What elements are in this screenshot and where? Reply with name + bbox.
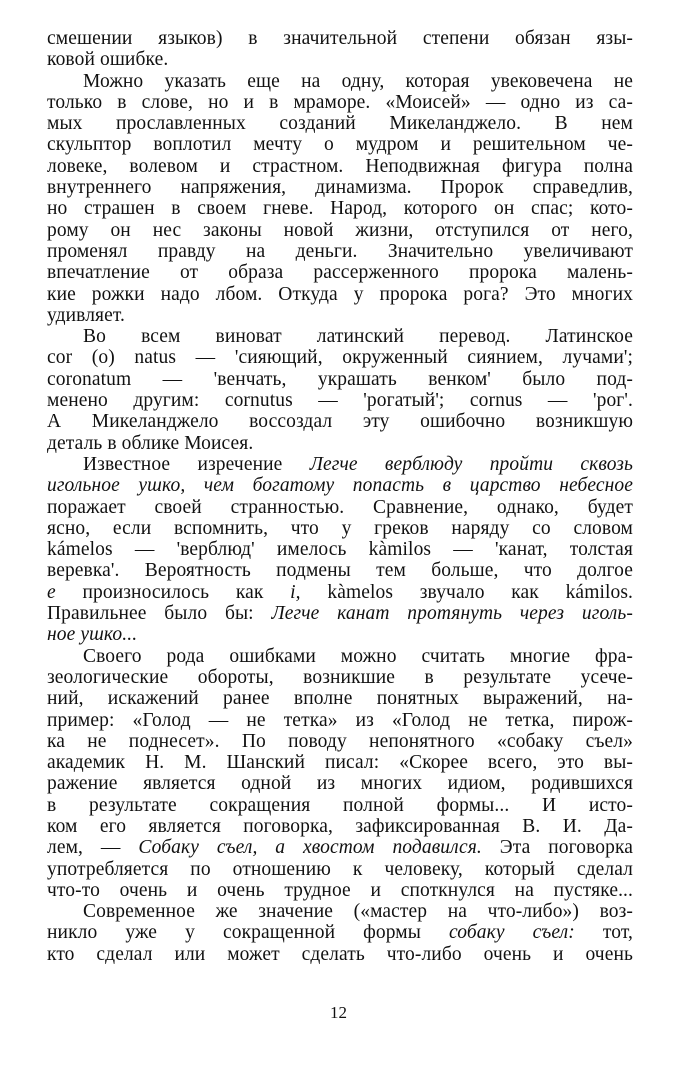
text-line: деталь в облике Моисея.: [47, 432, 254, 454]
text-line: ясно, если вспомнить, что у греков наряду со словом: [47, 517, 633, 539]
text-line: ловеке, волевом и страстном. Неподвижная фигура полна: [47, 155, 633, 177]
text-line: зеологические обороты, возникшие в результате усече-: [47, 666, 633, 688]
paragraph: [47, 901, 633, 965]
text-line: академик Н. М. Шанский писал: «Скорее всего, это вы-: [47, 752, 633, 774]
text-line: внутреннего напряжения, динамизма. Пророк справедлив,: [47, 177, 633, 199]
paragraph: [47, 646, 633, 902]
text-line: менено другим: cornutus — 'рогатый'; cornus — 'рог'.: [47, 390, 633, 412]
text-line: променял правду на деньги. Значительно увеличивают: [47, 240, 633, 262]
text-line: [47, 603, 633, 624]
text-line: поражает своей странностью. Сравнение, однако, будет: [47, 496, 633, 518]
page-number: 12: [330, 1003, 347, 1022]
italic-letter: e: [47, 581, 56, 603]
italic-quote: Собаку съел, а хвостом подавился.: [138, 837, 482, 859]
text-line: употребляется по отношению к человеку, который сделал: [47, 858, 633, 880]
text-line: рому он нес законы новой жизни, отступился от него,: [47, 219, 633, 241]
text-line: cor (o) natus — 'сияющий, окруженный сиянием, лучами';: [47, 347, 633, 369]
italic-quote: Легче верблюду пройти сквозь: [309, 453, 633, 475]
text-line: но страшен в своем гневе. Народ, которого он спас; кото-: [47, 198, 633, 220]
text-line: смешении языков) в значительной степени обязан язы-: [47, 28, 633, 49]
text-line: [47, 475, 633, 496]
text-line: впечатление от образа рассерженного пророка малень-: [47, 262, 633, 284]
text-line: Современное же значение («мастер на что-либо») воз-: [83, 901, 633, 923]
text-line: ка не поднесет». По поводу непонятного «собаку съел»: [47, 730, 633, 752]
text-run: Эта поговорка: [481, 837, 633, 859]
text-line: в результате сокращения полной формы... И исто-: [47, 794, 633, 816]
text-run: Известное изречение: [83, 453, 310, 475]
paragraph: [47, 454, 633, 646]
italic-letter: i,: [290, 581, 301, 603]
text-line: [47, 582, 633, 603]
text-run: произносилось как: [55, 581, 291, 603]
text-line: [47, 624, 633, 645]
text-line: что-то очень и очень трудное и споткнулся на пустяке...: [47, 879, 633, 901]
text-line: Своего рода ошибками можно считать многие фра-: [83, 645, 633, 667]
text-run: тот,: [574, 922, 633, 944]
paragraph: [47, 326, 633, 454]
text-line: [47, 454, 633, 475]
text-run: лем, —: [47, 837, 139, 859]
book-page-text: [47, 28, 633, 965]
text-line: кто сделал или может сделать что-либо очень и очень: [47, 943, 633, 965]
italic-quote: Легче канат протянуть через иголь-: [271, 603, 633, 625]
text-line: kámelos — 'верблюд' имелось kàmilos — 'канат, толстая: [47, 539, 633, 561]
text-line: веревка'. Вероятность подмены тем больше, что долгое: [47, 560, 633, 582]
text-line: [47, 922, 633, 943]
text-line: ний, искажений ранее вполне понятных выражений, на-: [47, 688, 633, 710]
text-line: coronatum — 'венчать, украшать венком' было под-: [47, 368, 633, 390]
text-run: Правильнее было бы:: [47, 603, 272, 625]
text-line: А Микеланджело воссоздал эту ошибочно возникшую: [47, 411, 633, 433]
text-line: только в слове, но и в мраморе. «Моисей» — одно из са-: [47, 91, 633, 113]
text-line: кие рожки надо лбом. Откуда у пророка рога? Это многих: [47, 283, 633, 305]
text-run: kàmelos звучало как kámilos.: [300, 581, 634, 603]
text-line: мых прославленных созданий Микеланджело. В нем: [47, 113, 633, 135]
text-line: [47, 837, 633, 858]
paragraph: [47, 28, 633, 71]
text-line: ражение является одной из многих идиом, родившихся: [47, 773, 633, 795]
text-line: удивляет.: [47, 304, 126, 326]
text-line: пример: «Голод — не тетка» из «Голод не тетка, пирож-: [47, 709, 633, 731]
text-line: Во всем виноват латинский перевод. Латинское: [83, 326, 633, 348]
paragraph: [47, 71, 633, 327]
italic-quote: игольное ушко, чем богатому попасть в царство небесное: [47, 475, 633, 497]
text-run: никло уже у сокращенной формы: [47, 922, 449, 944]
italic-quote: собаку съел:: [449, 922, 575, 944]
text-line: ком его является поговорка, зафиксированная В. И. Да-: [47, 815, 633, 837]
italic-quote: ное ушко...: [47, 624, 138, 646]
text-line: скульптор воплотил мечту о мудром и решительном че-: [47, 134, 633, 156]
text-line: ковой ошибке.: [47, 49, 169, 71]
text-line: Можно указать еще на одну, которая увековечена не: [83, 70, 633, 92]
